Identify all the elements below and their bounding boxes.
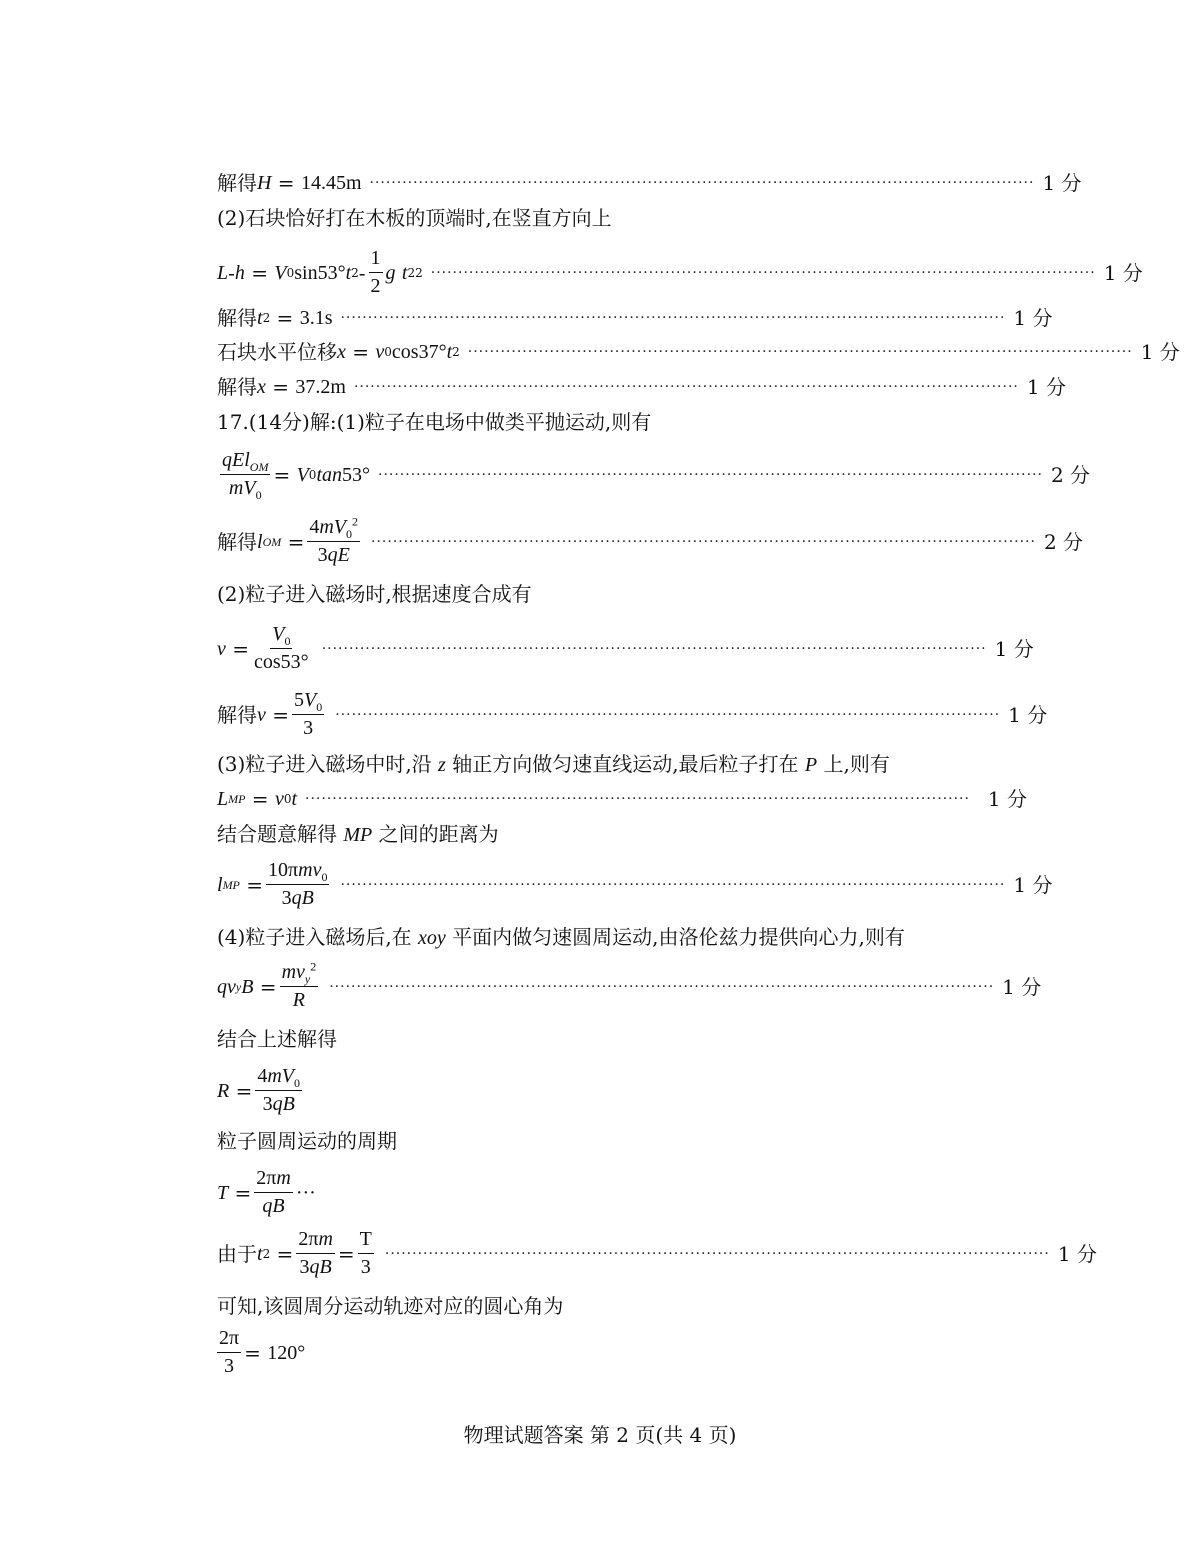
answer-line: 解得 l OM = $\frac{4mV_0^2}{3qE}$ ·························································································································· 2 分 (217, 514, 1084, 566)
answer-line: (2)石块恰好打在木板的顶端时,在竖直方向上 (217, 206, 612, 230)
answer-line: 解得 v = $\frac{5V_0}{3}$ ·························································································································· 1 分 (217, 689, 1048, 739)
leader-dots: ·························································································································· (371, 533, 1036, 550)
leader-dots: ·························································································································· (340, 310, 1006, 326)
score: 1 分 (1026, 375, 1066, 399)
answer-line: R = $\frac{4mV_0}{3qB}$ (217, 1065, 301, 1115)
answer-line: (2)粒子进入磁场时,根据速度合成有 (217, 582, 532, 606)
answer-line: 粒子圆周运动的周期 (217, 1129, 397, 1153)
leader-dots: ·························································································································· (353, 379, 1019, 395)
answer-line: T = $\frac{2\pi m}{qB}$ ··· (217, 1167, 316, 1217)
answer-line: (4)粒子进入磁场后,在 xoy 平面内做匀速圆周运动,由洛伦兹力提供向心力,则有 (217, 925, 905, 949)
score: 1 分 (1013, 306, 1053, 330)
answer-line: 由于 t 2 = $\frac{2\pi m}{3qB}$ = $\frac{T}{3}$ ·························································································································· 1 分 (217, 1228, 1097, 1278)
score: 2 分 (1050, 462, 1091, 487)
answer-line: L - h = V 0 sin53° t 2 - $\frac{1}{2}$ g t 2 2 ·························································································································· 1 分 (217, 247, 1143, 297)
leader-dots: ·························································································································· (340, 876, 1006, 893)
answer-line: 可知,该圆周分运动轨迹对应的圆心角为 (217, 1294, 564, 1318)
answer-line: $\frac{qEl_{OM}}{mV_0}$ = V 0 tan 53° ·························································································································· 2 分 (222, 449, 1091, 502)
answer-line: v = $\frac{V_0}{\cos 53^\circ}$ ·························································································································· 1 分 (217, 623, 1034, 673)
question-heading: 17.(14分)解:(1)粒子在电场中做类平抛运动,则有 (217, 410, 652, 434)
answer-line: 石块水平位移 x = v 0 cos37° t 2 ·························································································································· 1 分 (217, 340, 1180, 364)
answer-line: 结合题意解得 MP 之间的距离为 (217, 822, 499, 846)
score: 1 分 (1103, 260, 1143, 285)
leader-dots: ·························································································································· (305, 791, 970, 807)
answer-line: $\frac{2\pi}{3}$ = 120° (219, 1327, 306, 1377)
score: 2 分 (1043, 529, 1084, 554)
answer-line: 结合上述解得 (217, 1027, 337, 1051)
answer-line: 解得 H = 14.45m ·························································································································· 1 分 (217, 171, 1082, 195)
answer-line: 解得 t 2 = 3.1s ·························································································································· 1 分 (217, 306, 1053, 330)
answer-line: qv y B = $\frac{mv_y^2}{R}$ ·························································································································· 1 分 (217, 959, 1042, 1011)
score: 1 分 (1002, 974, 1042, 999)
leader-dots: ·························································································································· (378, 466, 1043, 483)
score: 1 分 (994, 636, 1034, 661)
leader-dots: ·························································································································· (369, 175, 1035, 191)
answer-line: 解得 x = 37.2m ·························································································································· 1 分 (217, 375, 1066, 399)
answer-line: (3)粒子进入磁场中时,沿 z 轴正方向做匀速直线运动,最后粒子打在 P 上,则有 (217, 752, 890, 776)
score: 1 分 (1140, 340, 1180, 364)
score: 1 分 (1013, 872, 1053, 897)
leader-dots: ·························································································································· (335, 706, 1001, 723)
score: 1 分 (1057, 1241, 1097, 1266)
score: 1 分 (1042, 171, 1082, 195)
leader-dots: ·························································································································· (384, 1245, 1050, 1262)
page-footer: 物理试题答案 第 2 页(共 4 页) (463, 1423, 737, 1447)
score: 1 分 (1008, 702, 1048, 727)
leader-dots: ·························································································································· (321, 640, 987, 657)
answer-line: l MP = $\frac{10\pi mv_0}{3qB}$ ·························································································································· 1 分 (217, 859, 1053, 909)
leader-dots: ·························································································································· (329, 978, 995, 995)
score: 1 分 (987, 787, 1027, 811)
answer-line: L MP = v 0 t ·························································································································· 1 分 (217, 787, 1027, 811)
leader-dots: ·························································································································· (467, 344, 1133, 360)
leader-dots: ·························································································································· (430, 264, 1096, 281)
